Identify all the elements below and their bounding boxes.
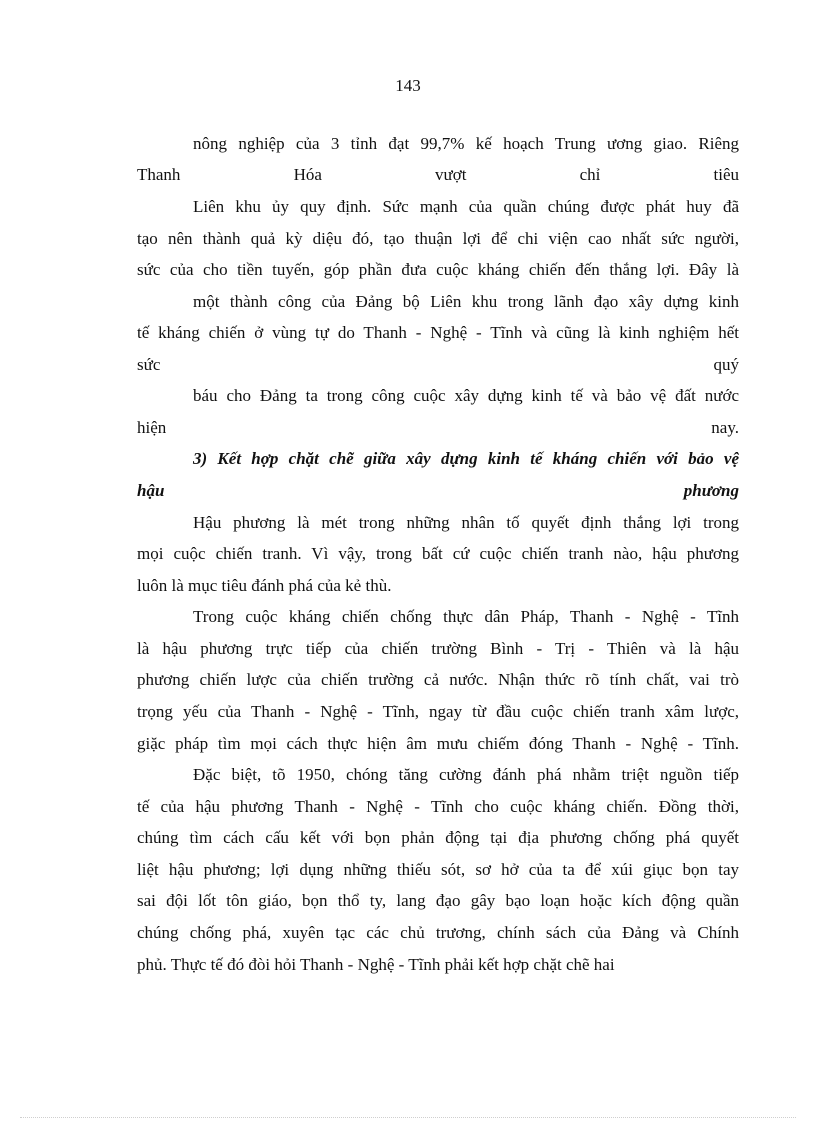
body-text-line: sai đội lốt tôn giáo, bọn thổ ty, lang đạo gây bạo loạn hoặc kích động quần	[137, 891, 739, 910]
body-text-line: là hậu phương trực tiếp của chiến trường Bình - Trị - Thiên và là hậu	[137, 639, 739, 658]
section-heading-line: 3) Kết hợp chặt chẽ giữa xây dựng kinh tế kháng chiến với bảo vệ	[193, 449, 739, 468]
body-text-line: trọng yếu của Thanh - Nghệ - Tĩnh, ngay từ đầu cuộc chiến tranh xâm lược,	[137, 702, 739, 721]
body-text-line: hiện nay.	[137, 418, 739, 437]
body-text-line: nông nghiệp của 3 tỉnh đạt 99,7% kế hoạch Trung ương giao. Riêng	[193, 134, 739, 153]
body-text-line: chúng tìm cách cấu kết với bọn phản động tại địa phương chống phá quyết	[137, 828, 739, 847]
body-text-line: Liên khu ủy quy định. Sức mạnh của quần chúng được phát huy đã	[193, 197, 739, 216]
body-text-line: một thành công của Đảng bộ Liên khu trong lãnh đạo xây dựng kinh	[193, 292, 739, 311]
body-text-line: Trong cuộc kháng chiến chống thực dân Pháp, Thanh - Nghệ - Tĩnh	[193, 607, 739, 626]
body-text-line: sức của cho tiền tuyến, góp phần đưa cuộc kháng chiến đến thắng lợi. Đây là	[137, 260, 739, 279]
section-heading-line: hậu phương	[137, 481, 739, 500]
page-bottom-divider	[20, 1117, 796, 1118]
body-text-line: liệt hậu phương; lợi dụng những thiếu sót, sơ hở của ta để xúi giục bọn tay	[137, 860, 739, 879]
body-text-line: phủ. Thực tế đó đòi hỏi Thanh - Nghệ - Tĩnh phải kết hợp chặt chẽ hai	[137, 955, 615, 974]
body-text-line: mọi cuộc chiến tranh. Vì vậy, trong bất cứ cuộc chiến tranh nào, hậu phương	[137, 544, 739, 563]
body-text-line: luôn là mục tiêu đánh phá của kẻ thù.	[137, 576, 392, 595]
body-text-line: tạo nên thành quả kỳ diệu đó, tạo thuận lợi để chi viện cao nhất sức người,	[137, 229, 739, 248]
page-number: 143	[395, 76, 421, 95]
body-text-line: báu cho Đảng ta trong công cuộc xây dựng kinh tế và bảo vệ đất nước	[193, 386, 739, 405]
body-text-line: tế kháng chiến ở vùng tự do Thanh - Nghệ - Tĩnh và cũng là kinh nghiệm hết	[137, 323, 739, 342]
body-text-line: sức quý	[137, 355, 739, 374]
body-text-line: Thanh Hóa vượt chỉ tiêu	[137, 165, 739, 184]
body-text-line: Hậu phương là mét trong những nhân tố quyết định thắng lợi trong	[193, 513, 739, 532]
body-text-line: tế của hậu phương Thanh - Nghệ - Tĩnh cho cuộc kháng chiến. Đồng thời,	[137, 797, 739, 816]
body-text-line: Đặc biệt, tõ 1950, chóng tăng cường đánh phá nhằm triệt nguồn tiếp	[193, 765, 739, 784]
body-text-line: phương chiến lược của chiến trường cả nước. Nhận thức rõ tính chất, vai trò	[137, 670, 739, 689]
body-text-line: giặc pháp tìm mọi cách thực hiện âm mưu chiếm đóng Thanh - Nghệ - Tĩnh.	[137, 734, 739, 753]
body-text-line: chúng chống phá, xuyên tạc các chủ trương, chính sách của Đảng và Chính	[137, 923, 739, 942]
